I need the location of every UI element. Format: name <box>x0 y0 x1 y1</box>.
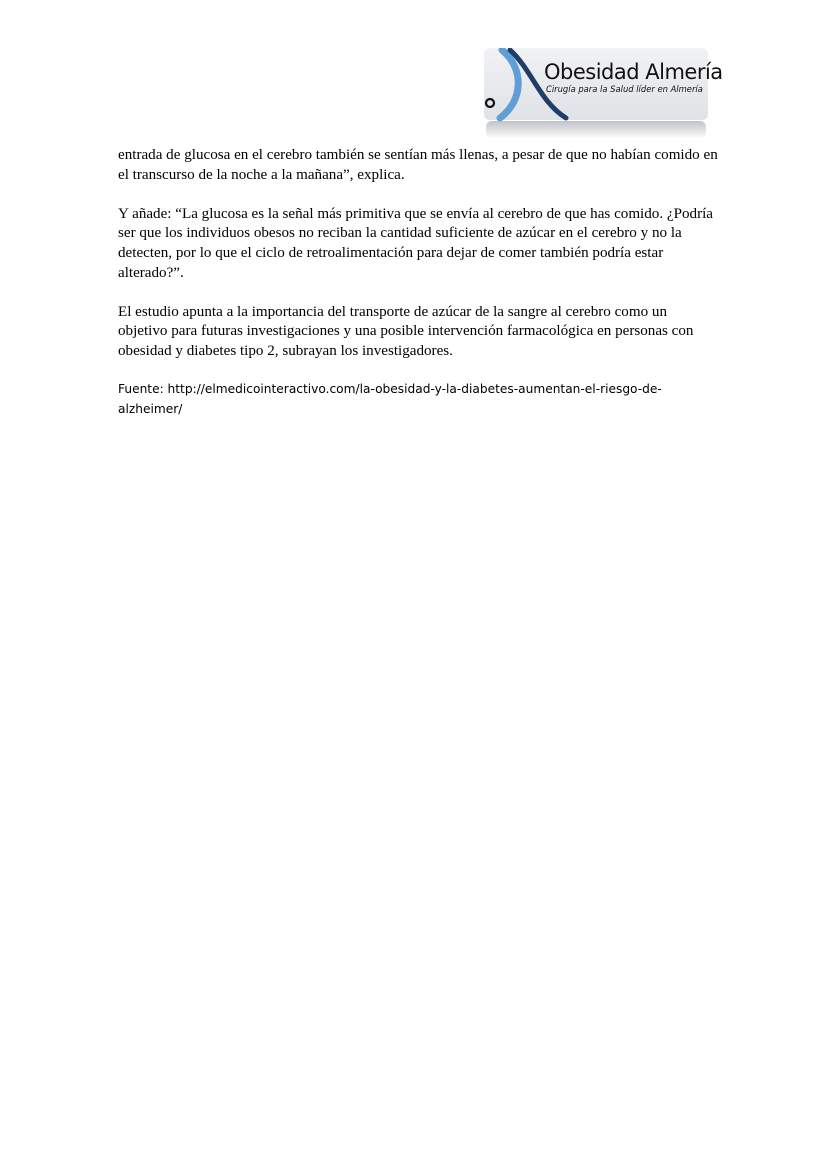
article-body <box>118 146 718 381</box>
header-logo <box>484 48 723 140</box>
paragraph-2: Y añade: “La glucosa es la señal más primitiva que se envía al cerebro de que has comido. ¿Podría ser que los individuos obesos no reciban la cantidad suficiente de azúcar en el cerebro y no la detecten, por lo que el ciclo de retroalimentación para dejar de comer también podría estar alterado?”. <box>118 205 714 281</box>
logo-title: Obesidad Almería <box>544 60 723 84</box>
source-citation: Fuente: http://elmedicointeractivo.com/la-obesidad-y-la-diabetes-aumentan-el-riesgo-de-alzheimer/ <box>118 382 662 416</box>
logo-subtitle: Cirugía para la Salud líder en Almería <box>546 84 703 94</box>
paragraph-1: entrada de glucosa en el cerebro también se sentían más llenas, a pesar de que no habían comido en el transcurso de la noche a la mañana”, explica. <box>118 147 718 183</box>
paragraph-3: El estudio apunta a la importancia del transporte de azúcar de la sangre al cerebro como un objetivo para futuras investigaciones y una posible intervención farmacológica en personas con obesidad y diabetes tipo 2, subrayan los investigadores. <box>118 303 694 359</box>
